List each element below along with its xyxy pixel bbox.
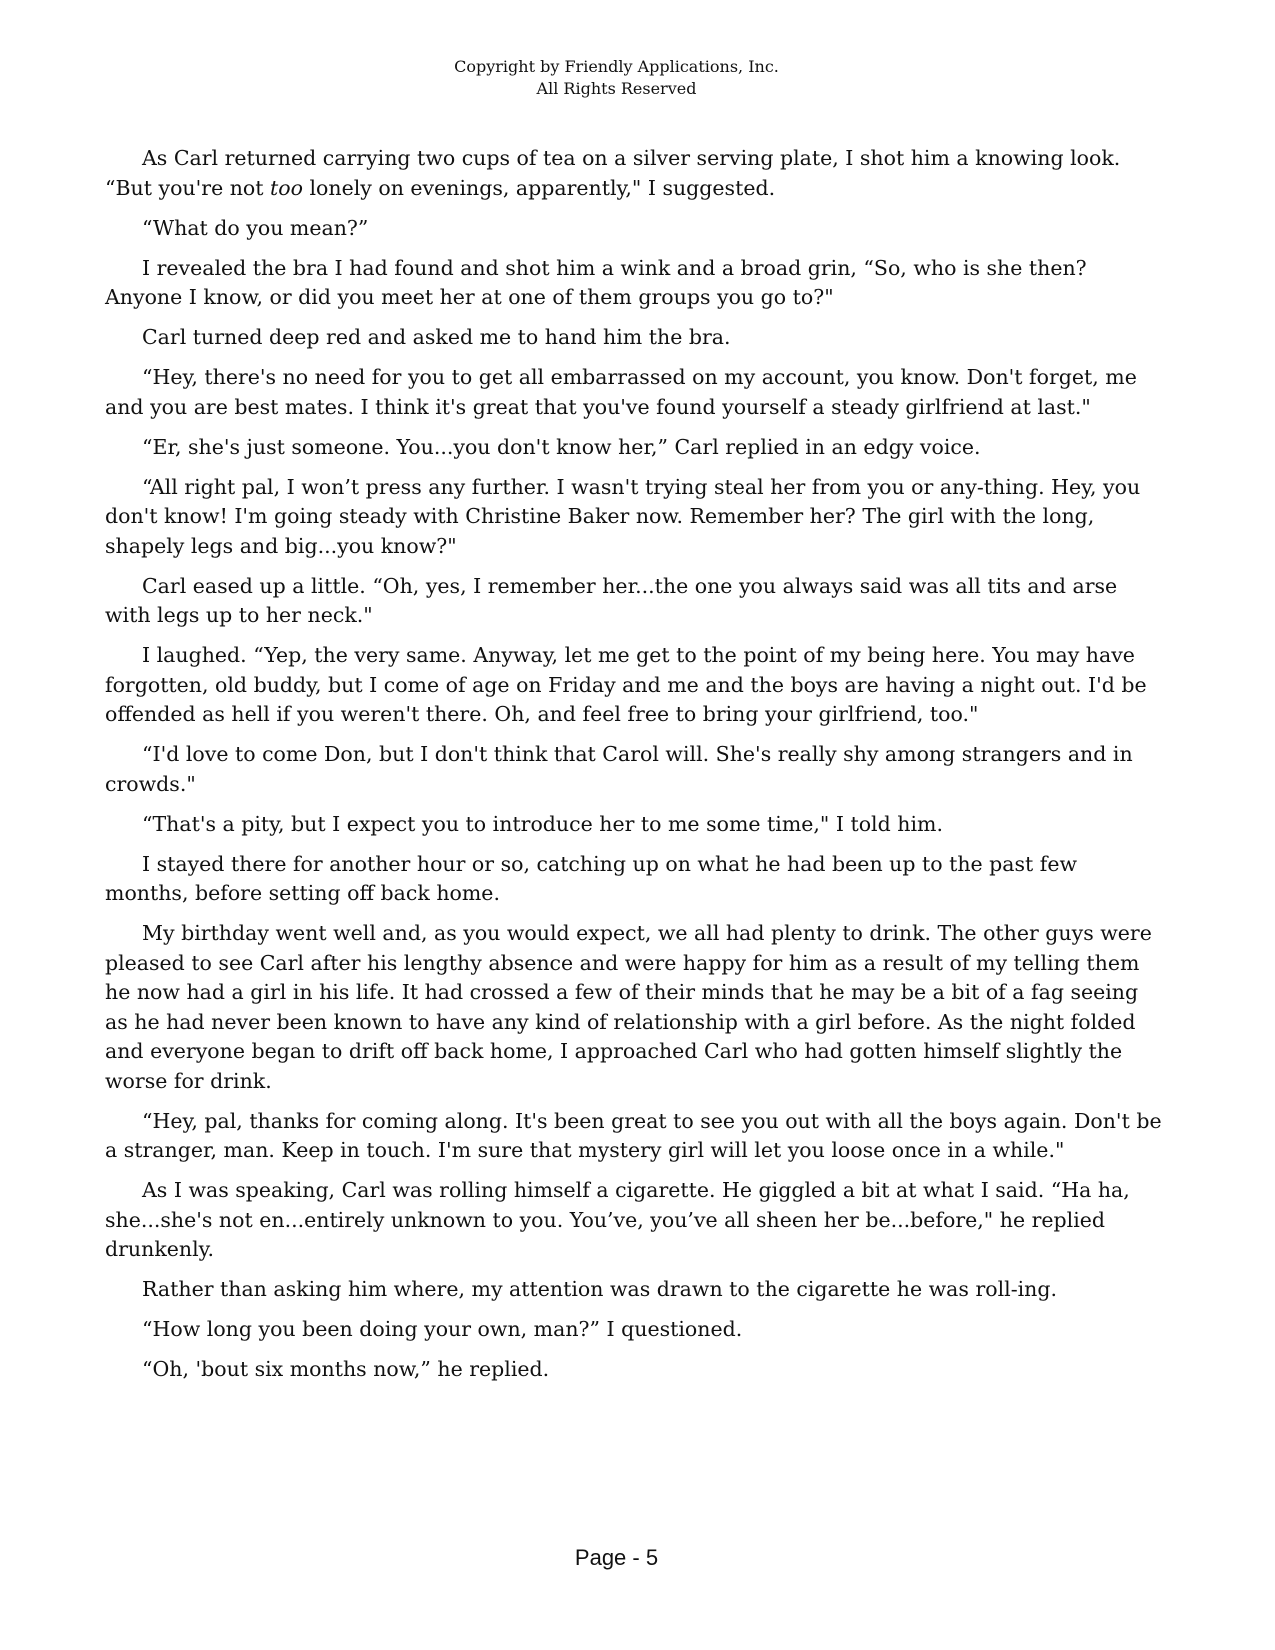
page-header [0, 56, 1233, 100]
emphasis: too [270, 175, 303, 200]
paragraph: “That's a pity, but I expect you to introduce her to me some time," I told him. [142, 811, 943, 836]
paragraph: “Hey, there's no need for you to get all embarrassed on my account, you know. Don't forget, me and you are best mates. I think it's great that you've found yourself a steady girlfriend at last." [105, 365, 1137, 419]
paragraph: “What do you mean?” [142, 215, 369, 240]
paragraph: “Er, she's just someone. You...you don't know her,” Carl replied in an edgy voice. [142, 434, 981, 459]
paragraph: “All right pal, I won’t press any further. I wasn't trying steal her from you or any-thing. Hey, you don't know! I'm going steady with Christine Baker now. Remember her? The girl with the long, shapely legs and big...you know?" [105, 474, 1141, 558]
paragraph: I laughed. “Yep, the very same. Anyway, let me get to the point of my being here. You may have forgotten, old buddy, but I come of age on Friday and me and the boys are having a night out. I'd be offended as hell if you weren't there. Oh, and feel free to bring your girlfriend, too." [105, 643, 1147, 726]
paragraph: I stayed there for another hour or so, catching up on what he had been up to the past few months, before setting off back home. [105, 851, 1078, 905]
paragraph: My birthday went well and, as you would expect, we all had plenty to drink. The other guys were pleased to see Carl after his lengthy absence and were happy for him as a result of my telling them he now had a girl in his life. It had crossed a few of their minds that he may be a bit of a fag seeing as he had never been known to have any kind of relationship with a girl before. As the night folded and everyone began to drift off back home, I approached Carl who had gotten himself slightly the worse for drink. [105, 921, 1152, 1093]
page-number: Page - 5 [574, 1545, 659, 1570]
paragraph: “Oh, 'bout six months now,” he replied. [142, 1357, 550, 1381]
paragraph: Rather than asking him where, my attention was drawn to the cigarette he was roll-ing. [142, 1277, 1058, 1301]
paragraph: “Hey, pal, thanks for coming along. It's been great to see you out with all the boys again. Don't be a stranger, man. Keep in touch. I'm sure that mystery girl will let you loose once in a while." [105, 1108, 1162, 1162]
rights-line: All Rights Reserved [536, 79, 697, 98]
paragraph: As I was speaking, Carl was rolling himself a cigarette. He giggled a bit at what I said. “Ha ha, she...she's not en...entirely unknown to you. You’ve, you’ve all sheen her be...before," he replied drunkenly. [105, 1178, 1130, 1261]
paragraph: I revealed the bra I had found and shot him a wink and a broad grin, “So, who is she then? Anyone I know, or did you meet her at one of them groups you go to?" [105, 255, 1087, 309]
copyright-line: Copyright by Friendly Applications, Inc. [454, 57, 779, 76]
paragraph: “How long you been doing your own, man?” I questioned. [142, 1317, 743, 1341]
paragraph: Carl eased up a little. “Oh, yes, I remember her...the one you always said was all tits and arse with legs up to her neck." [105, 573, 1118, 627]
paragraph: As Carl returned carrying two cups of tea on a silver serving plate, I shot him a knowing look. “But you're not too lonely on evenings, apparently," I suggested. [105, 146, 1121, 200]
paragraph: Carl turned deep red and asked me to hand him the bra. [142, 325, 731, 349]
story-body [105, 144, 1167, 1395]
paragraph: “I'd love to come Don, but I don't think that Carol will. She's really shy among strangers and in crowds." [105, 742, 1133, 796]
